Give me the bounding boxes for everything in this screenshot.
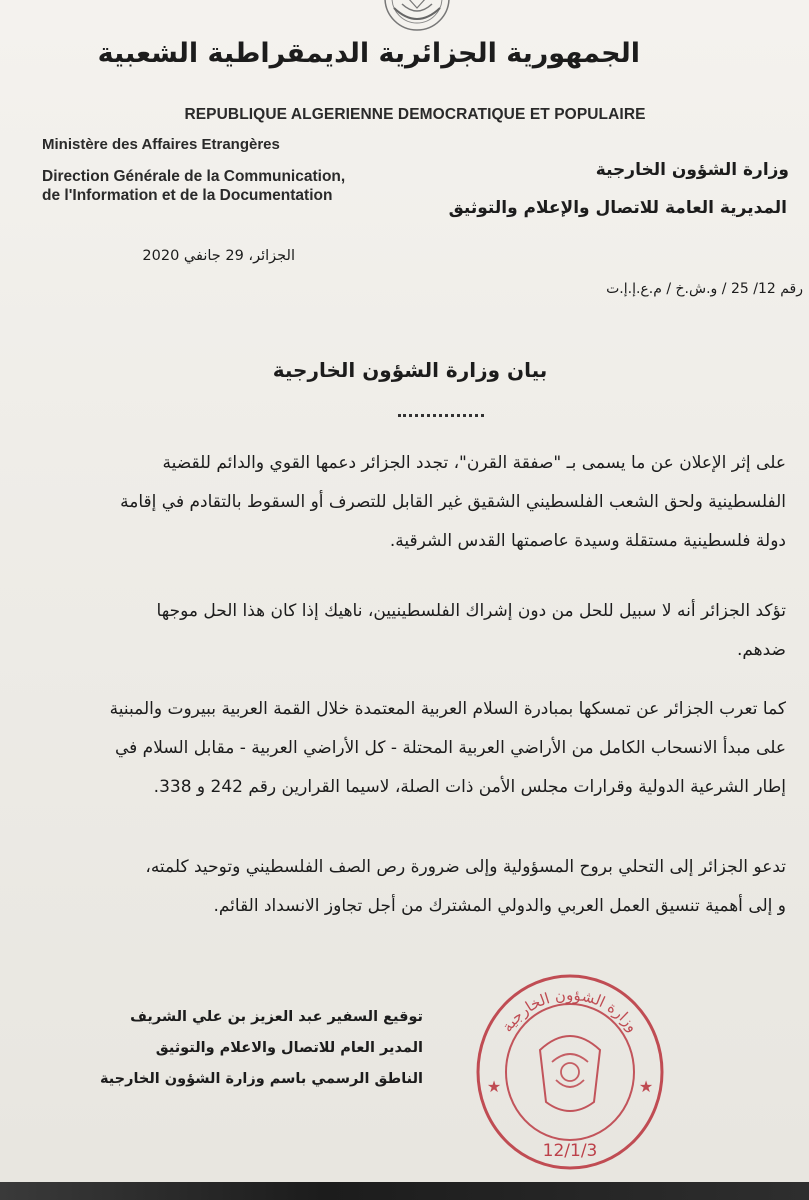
paragraph-line: تؤكد الجزائر أنه لا سبيل للحل من دون إشراك الفلسطينيين، ناهيك إذا كان هذا الحل موجها bbox=[156, 601, 786, 621]
statement-title: بيان وزارة الشؤون الخارجية bbox=[272, 358, 548, 382]
signature-line-title: المدير العام للاتصال والاعلام والتوثيق bbox=[155, 1040, 423, 1056]
paragraph-line: إطار الشرعية الدولية وقرارات مجلس الأمن ذات الصلة، لاسيما القرارين رقم 242 و 338. bbox=[153, 777, 786, 797]
paragraph-line: دولة فلسطينية مستقلة وسيدة عاصمتها القدس الشرقية. bbox=[389, 531, 786, 551]
seal-date: 12/1/3 bbox=[542, 1141, 598, 1161]
paragraph-line: تدعو الجزائر إلى التحلي بروح المسؤولية وإلى ضرورة رص الصف الفلسطيني وتوحيد كلمته، bbox=[145, 857, 786, 877]
ministry-name-arabic: وزارة الشؤون الخارجية bbox=[595, 160, 789, 180]
paragraph-line: ضدهم. bbox=[736, 640, 786, 660]
direction-line-2: de l'Information et de la Documentation bbox=[42, 187, 333, 204]
title-separator bbox=[398, 414, 484, 417]
state-emblem-icon bbox=[372, 0, 462, 34]
republic-name-french: REPUBLIQUE ALGERIENNE DEMOCRATIQUE ET POPULAIRE bbox=[184, 106, 646, 123]
photo-edge-strip bbox=[0, 1182, 809, 1200]
direction-line-1: Direction Générale de la Communication, bbox=[42, 168, 346, 185]
direction-name-french bbox=[42, 167, 345, 205]
seal-text: وزارة الشؤون الخارجية bbox=[498, 985, 643, 1036]
signature-block bbox=[100, 1002, 423, 1095]
paragraph-2 bbox=[96, 592, 786, 670]
paragraph-line: و إلى أهمية تنسيق العمل العربي والدولي المشترك من أجل تجاوز الانسداد القائم. bbox=[213, 896, 786, 916]
paragraph-line: على إثر الإعلان عن ما يسمى بـ "صفقة القرن"، تجدد الجزائر دعمها القوي والدائم للقضية bbox=[162, 453, 786, 473]
direction-name-arabic: المديرية العامة للاتصال والإعلام والتوثيق bbox=[448, 198, 787, 218]
reference-number: رقم 12/ 25 / و.ش.خ / م.ع.إ.إ.ت bbox=[606, 281, 803, 297]
document-date: الجزائر، 29 جانفي 2020 bbox=[142, 248, 295, 264]
ministry-name-french: Ministère des Affaires Etrangères bbox=[42, 136, 280, 153]
paragraph-4 bbox=[96, 848, 786, 926]
svg-text:★: ★ bbox=[638, 1077, 654, 1096]
paragraph-line: الفلسطينية ولحق الشعب الفلسطيني الشقيق غير القابل للتصرف أو السقوط بالتقادم في إقامة bbox=[120, 492, 786, 512]
paragraph-3 bbox=[96, 690, 786, 807]
signature-line-name: توقيع السفير عبد العزيز بن علي الشريف bbox=[130, 1009, 423, 1025]
republic-name-arabic: الجمهورية الجزائرية الديمقراطية الشعبية bbox=[97, 38, 640, 69]
official-seal-icon bbox=[470, 962, 670, 1172]
paragraph-line: كما تعرب الجزائر عن تمسكها بمبادرة السلام العربية المعتمدة خلال القمة العربية ببيروت والمبنية bbox=[109, 699, 786, 719]
svg-text:★: ★ bbox=[486, 1077, 502, 1096]
paragraph-line: على مبدأ الانسحاب الكامل من الأراضي العربية المحتلة - كل الأراضي العربية - مقابل السلام في bbox=[114, 738, 786, 758]
signature-line-role: الناطق الرسمي باسم وزارة الشؤون الخارجية bbox=[99, 1071, 423, 1087]
paragraph-1 bbox=[96, 444, 786, 561]
